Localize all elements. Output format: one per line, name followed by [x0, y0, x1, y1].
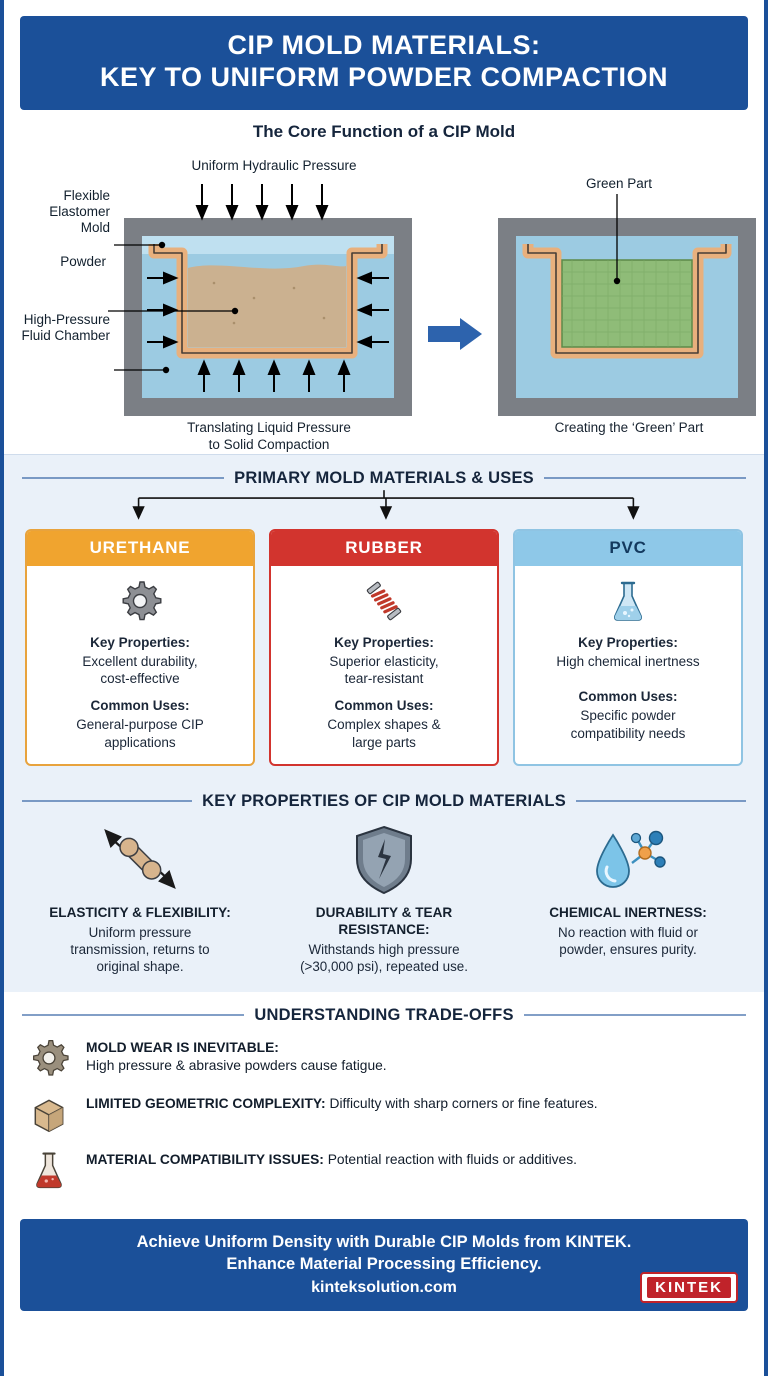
pvc-properties-line1: High chemical inertness: [556, 653, 700, 669]
section-core-function: [4, 110, 764, 454]
rubber-properties-line1: Superior elasticity,: [329, 653, 439, 669]
tradeoff-geometric-bold: LIMITED GEOMETRIC COMPLEXITY:: [86, 1095, 326, 1111]
card-title-urethane: URETHANE: [27, 531, 253, 566]
cip-mold-diagram: [4, 148, 768, 452]
header-title-line2: KEY TO UNIFORM POWDER COMPACTION: [99, 61, 668, 92]
tradeoffs-list: [4, 1027, 764, 1191]
pvc-uses-label: Common Uses:: [578, 689, 678, 705]
rubber-uses-label: Common Uses:: [334, 698, 434, 714]
card-title-pvc: PVC: [515, 531, 741, 566]
caption-left-line2: to Solid Compaction: [208, 436, 330, 452]
elasticity-desc-line2: transmission, returns to: [70, 942, 210, 957]
tradeoff-geometric-text: [86, 1093, 598, 1113]
urethane-properties-line2: cost-effective: [100, 671, 180, 687]
chemical-inertness-desc-line1: No reaction with fluid or: [558, 924, 698, 940]
material-cards: [4, 529, 764, 766]
tradeoff-mold-wear-bold: MOLD WEAR IS INEVITABLE:: [86, 1039, 279, 1055]
tradeoff-material-compatibility: [26, 1149, 742, 1191]
tradeoff-mold-wear: [26, 1037, 742, 1079]
flask-icon: [605, 578, 651, 624]
label-chamber-line1: High-Pressure: [23, 311, 110, 327]
pvc-uses-line2: compatibility needs: [570, 725, 686, 741]
label-flexible-line3: Mold: [80, 220, 110, 236]
caption-left: [144, 420, 394, 454]
label-powder: Powder: [60, 253, 106, 269]
kintek-logo: [640, 1272, 738, 1303]
material-card-urethane[interactable]: [25, 529, 255, 766]
heading-rule-left: [22, 477, 224, 479]
chemical-inertness-desc-line2: powder, ensures purity.: [559, 942, 697, 957]
page-footer: [20, 1219, 748, 1312]
rubber-uses-line1: Complex shapes &: [327, 716, 441, 732]
tradeoff-geometric-complexity: [26, 1093, 742, 1135]
pvc-uses-line1: Specific powder: [580, 708, 676, 724]
card-body-rubber: [317, 634, 450, 752]
tradeoff-material-desc: Potential reaction with fluids or additives.: [327, 1151, 577, 1167]
header-title-line1: CIP MOLD MATERIALS:: [227, 30, 541, 60]
stretch-arrows-icon: [21, 821, 259, 897]
section-key-properties: [4, 780, 764, 992]
gear-icon: [26, 1037, 72, 1079]
to-rule-left: [22, 1014, 244, 1016]
section-primary-materials: [4, 454, 764, 780]
footer-line1: Achieve Uniform Density with Durable CIP Molds from KINTEK.: [136, 1232, 632, 1251]
kintek-logo-text: KINTEK: [647, 1277, 731, 1298]
key-property-chemical-inertness: [509, 821, 747, 976]
tradeoff-mold-wear-text: [86, 1037, 387, 1076]
tradeoff-material-bold: MATERIAL COMPATIBILITY ISSUES:: [86, 1151, 324, 1167]
rubber-properties-label: Key Properties:: [334, 634, 434, 650]
primary-materials-title: PRIMARY MOLD MATERIALS & USES: [234, 468, 534, 487]
label-flexible-line1: Flexible: [63, 187, 110, 203]
label-chamber-line2: Fluid Chamber: [21, 327, 110, 343]
label-high-pressure-fluid-chamber: [6, 312, 110, 344]
core-function-title: The Core Function of a CIP Mold: [252, 121, 516, 141]
tradeoffs-heading: [22, 1006, 746, 1025]
key-properties-list: [4, 813, 764, 976]
tradeoff-geometric-desc: Difficulty with sharp corners or fine features.: [329, 1095, 598, 1111]
card-title-rubber: RUBBER: [271, 531, 497, 566]
durability-title-line2: RESISTANCE:: [338, 921, 430, 937]
pvc-properties-label: Key Properties:: [578, 634, 678, 650]
material-card-pvc[interactable]: [513, 529, 743, 766]
label-flexible-elastomer-mold: [18, 188, 110, 237]
section-tradeoffs: [4, 992, 764, 1213]
chemical-inertness-title: CHEMICAL INERTNESS:: [549, 904, 707, 920]
elasticity-desc-line1: Uniform pressure: [88, 924, 192, 940]
urethane-properties-line1: Excellent durability,: [82, 653, 198, 669]
cube-icon: [26, 1093, 72, 1135]
durability-desc-line2: (>30,000 psi), repeated use.: [300, 958, 468, 974]
spring-icon: [361, 578, 407, 624]
tradeoff-mold-wear-desc: High pressure & abrasive powders cause fatigue.: [86, 1058, 387, 1074]
kp-rule-left: [22, 800, 192, 802]
urethane-uses-label: Common Uses:: [90, 698, 190, 714]
caption-left-line1: Translating Liquid Pressure: [187, 419, 351, 435]
heading-rule-right: [544, 477, 746, 479]
kp-rule-right: [576, 800, 746, 802]
rubber-uses-line2: large parts: [352, 734, 416, 750]
key-property-elasticity: [21, 821, 259, 976]
gear-icon: [117, 578, 163, 624]
elasticity-desc-line3: original shape.: [96, 959, 184, 975]
rubber-properties-line2: tear-resistant: [344, 671, 424, 687]
urethane-uses-line2: applications: [104, 734, 176, 750]
caption-right: Creating the ‘Green’ Part: [554, 419, 704, 435]
flask-red-icon: [26, 1149, 72, 1191]
tradeoff-material-text: [86, 1149, 577, 1169]
urethane-properties-label: Key Properties:: [90, 634, 190, 650]
material-card-rubber[interactable]: [269, 529, 499, 766]
urethane-uses-line1: General-purpose CIP: [76, 716, 204, 732]
shield-crack-icon: [265, 821, 503, 897]
label-green-part: Green Part: [585, 175, 653, 191]
footer-url[interactable]: kinteksolution.com: [311, 1279, 457, 1297]
footer-line2: Enhance Material Processing Efficiency.: [226, 1255, 542, 1274]
durability-title-line1: DURABILITY & TEAR: [315, 904, 453, 920]
tradeoffs-title: UNDERSTANDING TRADE-OFFS: [254, 1005, 514, 1024]
key-properties-title: KEY PROPERTIES OF CIP MOLD MATERIALS: [202, 791, 566, 810]
key-properties-heading: [22, 792, 746, 811]
card-body-pvc: [546, 634, 709, 743]
page-header: [20, 16, 748, 110]
droplet-molecule-icon: [509, 821, 747, 897]
key-property-durability: [265, 821, 503, 976]
card-body-urethane: [66, 634, 214, 752]
elasticity-title: ELASTICITY & FLEXIBILITY:: [49, 904, 231, 920]
durability-desc-line1: Withstands high pressure: [308, 941, 460, 957]
label-uniform-hydraulic-pressure: Uniform Hydraulic Pressure: [191, 157, 357, 173]
connector-arrows: [4, 490, 764, 524]
primary-materials-heading: [22, 469, 746, 488]
label-flexible-line2: Elastomer: [49, 203, 110, 219]
to-rule-right: [524, 1014, 746, 1016]
